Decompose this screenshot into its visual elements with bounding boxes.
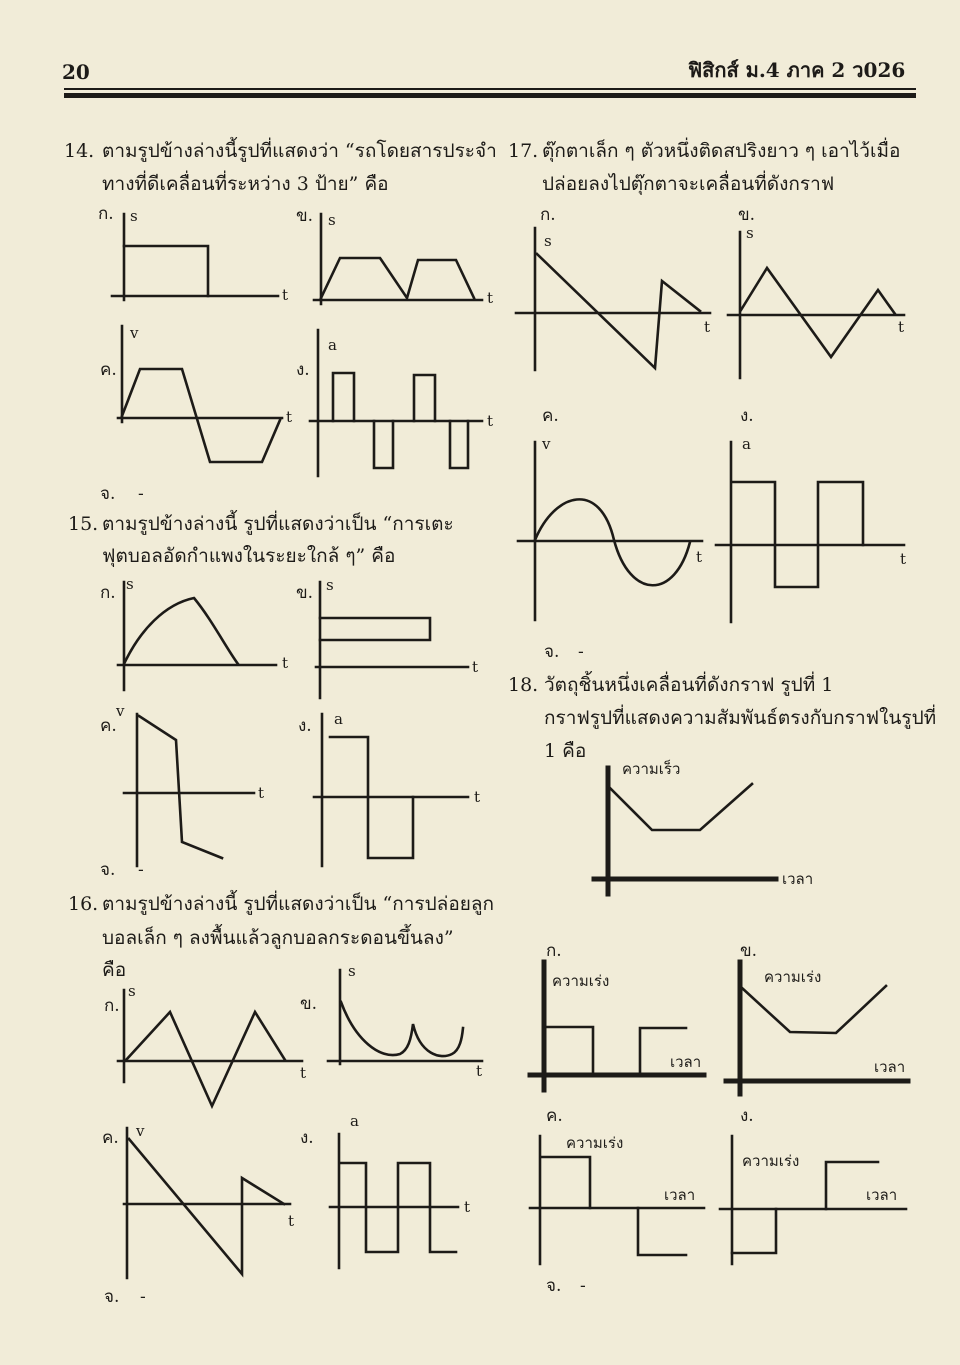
q16-choice-d-label: ง. <box>300 1128 314 1148</box>
q14-choice-e-value: - <box>138 484 144 504</box>
q16-choice-a-label: ก. <box>104 996 120 1016</box>
q15-c-t-label: t <box>258 784 265 802</box>
q15-choice-e-label: จ. <box>100 860 116 880</box>
q16-choice-b-label: ข. <box>300 994 318 1014</box>
q17-choice-c-label: ค. <box>542 406 559 426</box>
page-header-title: ฟิสิกส์ ม.4 ภาค 2 ว026 <box>688 58 906 82</box>
q17-b-y-label: s <box>746 224 754 242</box>
q18-choice-d-label: ง. <box>740 1106 754 1126</box>
q16-c-y-label: v <box>136 1122 145 1140</box>
q15-choice-b-label: ข. <box>296 583 314 603</box>
q17-a-t-label: t <box>704 318 711 336</box>
q18-choice-e-label: จ. <box>546 1276 562 1296</box>
q16-b-y-label: s <box>348 962 356 980</box>
page-number: 20 <box>62 60 90 84</box>
q18-d-x-label: เวลา <box>866 1186 898 1204</box>
q18-text-line2: กราฟรูปที่แสดงความสัมพันธ์ตรงกับกราฟในรูปที่ <box>544 707 937 729</box>
q18-a-y-label: ความเร่ง <box>552 972 610 990</box>
q15-b-t-label: t <box>472 658 479 676</box>
q14-choice-d-label: ง. <box>296 360 310 380</box>
q18-d-y-label: ความเร่ง <box>742 1152 800 1170</box>
q18-b-y-label: ความเร่ง <box>764 968 822 986</box>
q14-choice-b-label: ข. <box>296 206 314 226</box>
q15-d-t-label: t <box>474 788 481 806</box>
q14-d-y-label: a <box>328 336 337 354</box>
q15-d-y-label: a <box>334 710 343 728</box>
q18-choice-c-label: ค. <box>546 1106 563 1126</box>
q17-choice-a-label: ก. <box>540 205 556 225</box>
q16-d-y-label: a <box>350 1112 359 1130</box>
q17-choice-d-label: ง. <box>740 406 754 426</box>
q14-number: 14. <box>64 140 95 162</box>
q17-choice-e-value: - <box>578 642 584 662</box>
q14-choice-e-label: จ. <box>100 484 116 504</box>
q17-c-y-label: v <box>542 435 551 453</box>
q16-a-y-label: s <box>128 982 136 1000</box>
q17-text-line1: ตุ๊กตาเล็ก ๆ ตัวหนึ่งติดสปริงยาว ๆ เอาไว้เมื่อ <box>542 140 901 162</box>
q17-choice-e-label: จ. <box>544 642 560 662</box>
q17-d-y-label: a <box>742 435 751 453</box>
q16-text-line1: ตามรูปข้างล่างนี้ รูปที่แสดงว่าเป็น “การปล่อยลูก <box>102 893 495 915</box>
q18-b-x-label: เวลา <box>874 1058 906 1076</box>
q14-b-y-label: s <box>328 211 336 229</box>
q15-a-y-label: s <box>126 575 134 593</box>
q16-choice-c-label: ค. <box>102 1128 119 1148</box>
q18-main-y-label: ความเร็ว <box>622 760 681 778</box>
q14-b-t-label: t <box>487 289 494 307</box>
q15-choice-e-value: - <box>138 860 144 880</box>
q17-number: 17. <box>508 140 539 162</box>
q15-choice-c-label: ค. <box>100 716 117 736</box>
q18-a-x-label: เวลา <box>670 1053 702 1071</box>
q14-text-line2: ทางที่ดีเคลื่อนที่ระหว่าง 3 ป้าย” คือ <box>102 173 389 195</box>
q17-b-t-label: t <box>898 318 905 336</box>
q14-a-y-label: s <box>130 207 138 225</box>
q16-text-line3: คือ <box>102 959 127 981</box>
q15-number: 15. <box>68 513 99 535</box>
q18-choice-e-value: - <box>580 1276 586 1296</box>
q18-c-y-label: ความเร่ง <box>566 1134 624 1152</box>
q16-d-t-label: t <box>464 1198 471 1216</box>
q18-c-x-label: เวลา <box>664 1186 696 1204</box>
q15-b-y-label: s <box>326 576 334 594</box>
q16-a-t-label: t <box>300 1064 307 1082</box>
q15-choice-a-label: ก. <box>100 583 116 603</box>
q17-c-t-label: t <box>696 548 703 566</box>
q16-c-t-label: t <box>288 1212 295 1230</box>
q16-choice-e-label: จ. <box>104 1287 120 1307</box>
q15-choice-d-label: ง. <box>298 716 312 736</box>
q18-text-line3: 1 คือ <box>544 740 587 762</box>
q15-text-line2: ฟุตบอลอัดกำแพงในระยะใกล้ ๆ” คือ <box>102 545 396 567</box>
q17-text-line2: ปล่อยลงไปตุ๊กตาจะเคลื่อนที่ดังกราฟ <box>542 173 835 195</box>
q14-c-y-label: v <box>130 324 139 342</box>
q18-text-line1: วัตถุชิ้นหนึ่งเคลื่อนที่ดังกราฟ รูปที่ 1 <box>544 674 834 696</box>
q16-number: 16. <box>68 893 99 915</box>
q16-choice-e-value: - <box>140 1287 146 1307</box>
q14-choice-a-label: ก. <box>98 204 114 224</box>
q15-a-t-label: t <box>282 654 289 672</box>
q18-choice-b-label: ข. <box>740 941 758 961</box>
q18-main-x-label: เวลา <box>782 870 814 888</box>
q18-number: 18. <box>508 674 539 696</box>
q14-d-t-label: t <box>487 412 494 430</box>
q17-a-y-label: s <box>544 232 552 250</box>
q15-c-y-label: v <box>116 702 125 720</box>
q14-a-t-label: t <box>282 286 289 304</box>
q18-choice-a-label: ก. <box>546 941 562 961</box>
q17-d-t-label: t <box>900 550 907 568</box>
q14-c-t-label: t <box>286 408 293 426</box>
q16-b-t-label: t <box>476 1062 483 1080</box>
q14-choice-c-label: ค. <box>100 360 117 380</box>
q16-text-line2: บอลเล็ก ๆ ลงพื้นแล้วลูกบอลกระดอนขึ้นลง” <box>102 927 454 949</box>
q15-text-line1: ตามรูปข้างล่างนี้ รูปที่แสดงว่าเป็น “การเตะ <box>102 513 454 535</box>
q14-text-line1: ตามรูปข้างล่างนี้รูปที่แสดงว่า “รถโดยสารประจำ <box>102 140 497 162</box>
q17-choice-b-label: ข. <box>738 205 756 225</box>
